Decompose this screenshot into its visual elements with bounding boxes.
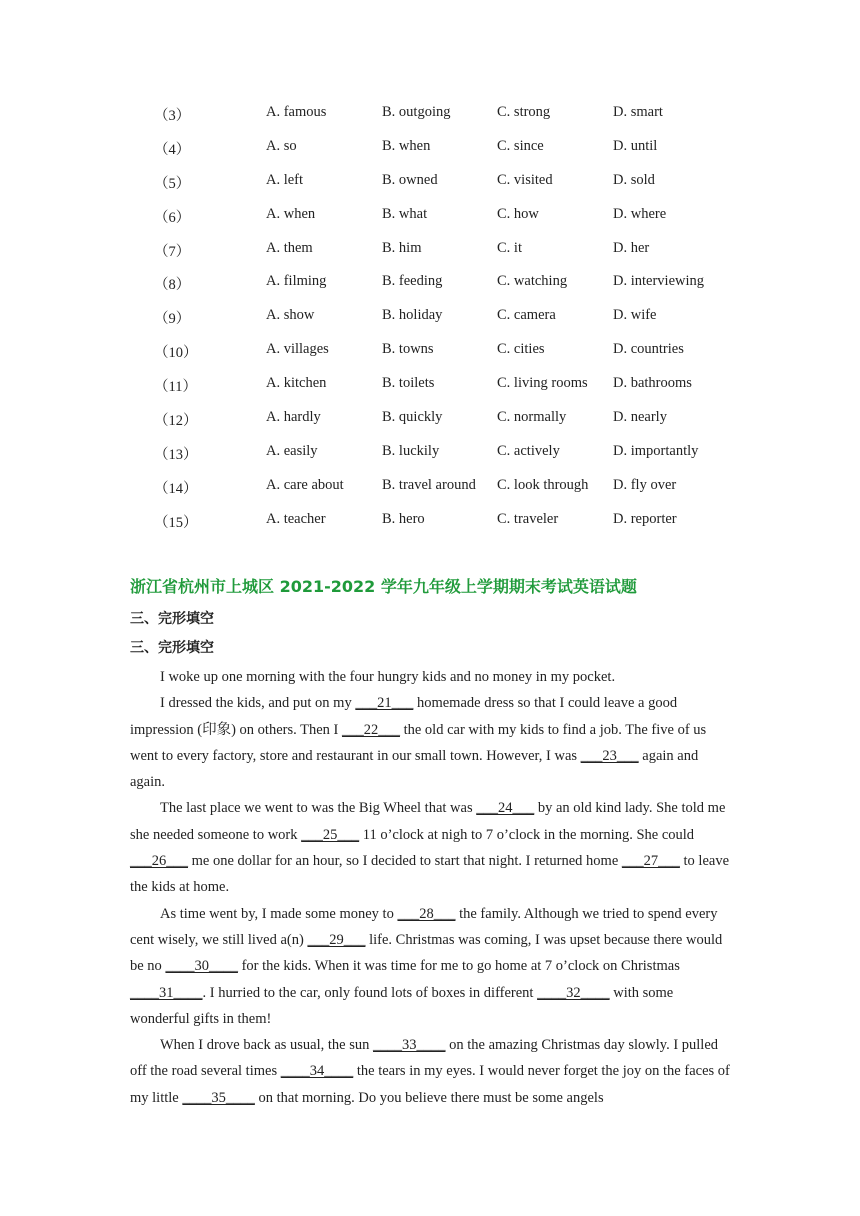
option-a: A. show (266, 307, 315, 324)
option-row (0, 443, 860, 477)
section-heading: 三、完形填空 (130, 640, 214, 656)
option-c: C. actively (497, 442, 560, 459)
cloze-passage (130, 664, 736, 1111)
option-b: B. outgoing (382, 104, 451, 120)
option-b: B. toilets (382, 375, 435, 392)
exam-title: 浙江省杭州市上城区 2021-2022 学年九年级上学期期末考试英语试题 (130, 577, 637, 596)
question-number: （9） (154, 311, 191, 328)
option-a: A. so (266, 137, 297, 154)
option-row (0, 138, 860, 172)
blank-28: ___28___ (397, 905, 456, 922)
option-d: D. countries (613, 341, 684, 358)
option-b: B. holiday (382, 307, 443, 324)
option-b: B. travel around (382, 476, 476, 493)
question-number: （4） (154, 141, 191, 158)
option-row (0, 341, 860, 375)
paragraph: I woke up one morning with the four hungry kids and no money in my pocket. (160, 669, 616, 685)
question-number: （14） (154, 480, 198, 497)
option-c: C. since (497, 137, 544, 154)
option-c: C. traveler (497, 510, 559, 527)
option-row (0, 307, 860, 341)
option-b: B. towns (382, 341, 434, 358)
option-a: A. them (266, 239, 313, 256)
option-c: C. look through (497, 476, 589, 493)
section-heading: 三、完形填空 (130, 611, 214, 627)
option-a: A. care about (266, 476, 344, 493)
paragraph: When I drove back as usual, the sun ____33____ on the amazing Christmas day slowly. I pulled off the road several times ____34____ the tears in my eyes. I would never forget the joy on the faces of my little ____35____ on that morning. Do you believe there must be some angels (130, 1037, 730, 1106)
question-number: （13） (154, 446, 198, 463)
option-row (0, 375, 860, 409)
paragraph: The last place we went to was the Big Wheel that was ___24___ by an old kind lady. She told me she needed someone to work ___25___ 11 o’clock at nigh to 7 o’clock in the morning. She could ___26___ me one dollar for an hour, so I decided to start that night. I returned home ___27___ to leave the kids at home. (130, 800, 730, 896)
option-b: B. hero (382, 510, 425, 527)
option-c: C. how (497, 205, 539, 222)
blank-24: ___24___ (476, 800, 535, 817)
question-number: （7） (154, 243, 191, 260)
blank-31: ____31____ (130, 984, 203, 1001)
option-row (0, 511, 860, 545)
question-number: （6） (154, 209, 191, 226)
option-b: B. quickly (382, 409, 443, 426)
options-table (0, 104, 860, 545)
paragraph: As time went by, I made some money to ___28___ the family. Although we tried to spend every cent wisely, we still lived a(n) ___29___ life. Christmas was coming, I was upset because there would be no ____30____ for the kids. When it was time for me to go home at 7 o’clock on Christmas ____31____. I hurried to the car, only found lots of boxes in different ____32____ with some wonderful gifts in them! (130, 905, 723, 1027)
question-number: （8） (154, 277, 191, 294)
option-d: D. her (613, 239, 650, 256)
option-row (0, 172, 860, 206)
option-row (0, 240, 860, 274)
option-d: D. where (613, 205, 667, 222)
option-a: A. famous (266, 104, 327, 120)
option-d: D. interviewing (613, 273, 705, 290)
option-d: D. sold (613, 171, 655, 188)
blank-32: ____32____ (537, 984, 610, 1001)
option-b: B. him (382, 239, 422, 256)
question-number: （15） (154, 514, 198, 531)
option-a: A. easily (266, 442, 318, 459)
question-number: （11） (154, 379, 197, 396)
option-b: B. feeding (382, 273, 443, 290)
option-c: C. visited (497, 171, 553, 188)
blank-21: ___21___ (355, 695, 414, 712)
blank-34: ____34____ (280, 1063, 354, 1080)
option-row (0, 273, 860, 307)
option-c: C. normally (497, 409, 567, 426)
option-b: B. when (382, 137, 431, 154)
option-c: C. living rooms (497, 375, 588, 392)
option-d: D. importantly (613, 442, 699, 459)
option-c: C. it (497, 239, 522, 256)
option-c: C. watching (497, 273, 568, 290)
blank-30: ____30____ (165, 958, 238, 975)
blank-25: ___25___ (301, 826, 360, 843)
option-c: C. strong (497, 104, 551, 120)
option-d: D. smart (613, 104, 663, 120)
question-number: （12） (154, 413, 198, 430)
option-d: D. wife (613, 307, 657, 324)
option-d: D. bathrooms (613, 375, 692, 392)
option-d: D. fly over (613, 476, 677, 493)
option-d: D. nearly (613, 409, 667, 426)
option-a: A. teacher (266, 510, 326, 527)
blank-26: ___26___ (130, 853, 188, 870)
option-d: D. until (613, 137, 658, 154)
option-a: A. hardly (266, 409, 321, 426)
option-b: B. what (382, 205, 428, 222)
blank-22: ___22___ (341, 721, 400, 738)
blank-23: ___23___ (580, 747, 639, 764)
blank-29: ___29___ (307, 931, 366, 948)
option-row (0, 477, 860, 511)
blank-27: ___27___ (621, 853, 680, 870)
option-b: B. luckily (382, 442, 440, 459)
option-row (0, 206, 860, 240)
option-row (0, 409, 860, 443)
option-a: A. left (266, 171, 304, 188)
option-b: B. owned (382, 171, 438, 188)
blank-35: ____35____ (182, 1089, 255, 1106)
option-a: A. when (266, 205, 316, 222)
option-a: A. villages (266, 341, 329, 358)
question-number: （5） (154, 175, 191, 192)
paragraph: I dressed the kids, and put on my ___21___ homemade dress so that I could leave a good impression (印象) on others. Then I ___22___ the old car with my kids to find a job. The five of us went to every factory, store and restaurant in our small town. However, I was ___23___ again and again. (130, 695, 707, 791)
question-number: （10） (154, 345, 198, 362)
option-a: A. kitchen (266, 375, 327, 392)
blank-33: ____33____ (373, 1037, 446, 1054)
option-row (0, 104, 860, 138)
option-c: C. cities (497, 341, 545, 358)
option-a: A. filming (266, 273, 327, 290)
question-number: （3） (154, 108, 191, 124)
option-d: D. reporter (613, 510, 677, 527)
option-c: C. camera (497, 307, 556, 324)
